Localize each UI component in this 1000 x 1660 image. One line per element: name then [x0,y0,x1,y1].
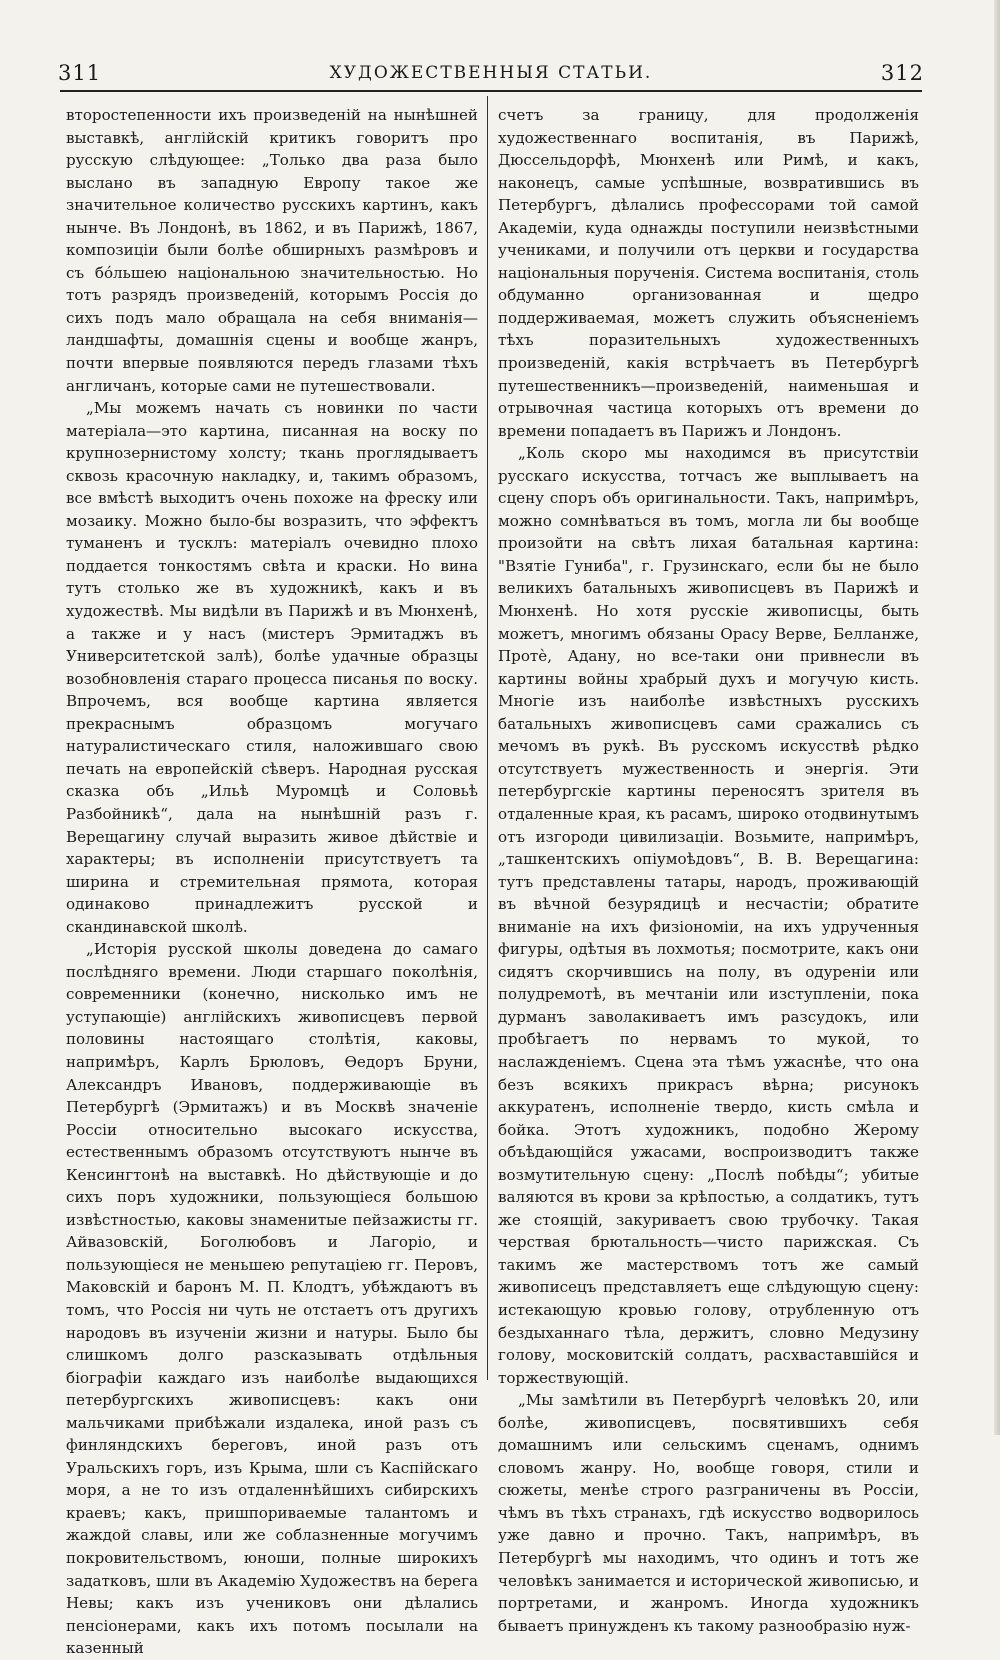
running-title: ХУДОЖЕСТВЕННЫЯ СТАТЬИ. [329,63,653,83]
paragraph: „Мы можемъ начать съ новинки по части матеріала—это картина, писанная на воску по крупнозернистому холсту; ткань проглядываетъ сквозь красочную накладку, и, такимъ образомъ, все вмѣстѣ выходитъ очень похоже на фреску или мозаику. Можно было-бы возразить, что эффектъ туманенъ и тусклъ: матеріалъ очевидно плохо поддается тонкостямъ свѣта и краски. Но вина тутъ столько же въ художникѣ, какъ и въ художествѣ. Мы видѣли въ Парижѣ и въ Мюнхенѣ, а также и у насъ (мистеръ Эрмитаджъ въ Университетской залѣ), болѣе удачные образцы возобновленія стараго процесса писанья по воску. Впрочемъ, вся вообще картина является прекраснымъ образцомъ могучаго натуралистическаго стиля, наложившаго свою печать на европейскій сѣверъ. Народная русская сказка объ „Ильѣ Муромцѣ и Соловьѣ Разбойникѣ“, дала на нынѣшній разъ г. Верещагину случай выразить живое дѣйствіе и характеры; въ исполненіи присутствуетъ та ширина и стремительная прямота, которая одинаково принадлежитъ русской и скандинавской школѣ. [66,399,478,936]
paragraph: счетъ за границу, для продолженія художественнаго воспитанія, въ Парижѣ, Дюссельдорфѣ, Мюнхенѣ или Римѣ, и какъ, наконецъ, самые успѣшные, возвратившись въ Петербургъ, дѣлались профессорами той самой Академіи, куда однажды поступили неизвѣстными учениками, и получили отъ церкви и государства національныя порученія. Система воспитанія, столь обдуманно организованная и щедро поддерживаемая, можетъ служить объясненіемъ тѣхъ поразительныхъ художественныхъ произведеній, какія встрѣчаетъ въ Петербургѣ путешественникъ—произведеній, наименьшая и отрывочная частица которыхъ отъ времени до времени попадаетъ въ Парижъ и Лондонъ. [498,106,919,440]
column-divider [487,96,488,1380]
page-header [58,58,924,88]
header-rule [60,90,922,92]
paragraph: второстепенности ихъ произведеній на нынѣшней выставкѣ, англійскій критикъ говоритъ про русскую слѣдующее: „Только два раза было выслано въ западную Европу такое же значительное количество русскихъ картинъ, какъ нынче. Въ Лондонѣ, въ 1862, и въ Парижѣ, 1867, композиціи были болѣе обширныхъ размѣровъ и съ бо́льшею національною значительностью. Но тотъ разрядъ произведеній, которымъ Россія до сихъ подъ мало обращала на себя вниманія—ландшафты, домашнія сцены и вообще жанръ, почти впервые появляются передъ глазами тѣхъ англичанъ, которые сами не путешествовали. [66,106,478,395]
paragraph: „Коль скоро мы находимся въ присутствіи русскаго искусства, тотчасъ же выплываетъ на сцену споръ объ оригинальности. Такъ, напримѣръ, можно сомнѣваться въ томъ, могла ли бы вообще произойти на свѣтъ лихая батальная картина: "Взятіе Гуниба", г. Грузинскаго, если бы не было великихъ батальныхъ живописцевъ въ Парижѣ и Мюнхенѣ. Но хотя русскіе живописцы, быть можетъ, многимъ обязаны Орасу Верве, Белланже, Протѐ, Адану, но все-таки они привнесли въ картины войны храбрый духъ и могучую кисть. Многіе изъ наиболѣе извѣстныхъ русскихъ батальныхъ живописцевъ сами сражались съ мечомъ въ рукѣ. Въ русскомъ искусствѣ рѣдко отсутствуетъ мужественность и энергія. Эти петербургскіе картины переносятъ зрителя въ отдаленные края, къ расамъ, широко отодвинутымъ отъ изгороди цивилизаціи. Возьмите, напримѣръ, „ташкентскихъ опіумоѣдовъ“, В. В. Верещагина: тутъ представлены татары, народъ, проживающій въ вѣчной безурядицѣ и несчастіи; обратите вниманіе на ихъ физіономіи, на ихъ удрученныя фигуры, одѣтыя въ лохмотья; посмотрите, какъ они сидятъ скорчившись на полу, въ одуреніи или полудремотѣ, въ мечтаніи или изступленіи, пока дурманъ заволакиваетъ имъ разсудокъ, или пробѣгаетъ по нервамъ то мукой, то наслажденіемъ. Сцена эта тѣмъ ужаснѣе, что она безъ всякихъ прикрасъ вѣрна; рисунокъ аккуратенъ, исполненіе твердо, кисть смѣла и бойка. Этотъ художникъ, подобно Жерому объѣдающійся ужасами, воспроизводитъ также возмутительную сцену: „Послѣ побѣды“; убитые валяются въ крови за крѣпостью, а солдатикъ, тутъ же стоящій, закуриваетъ свою трубочку. Такая черствая брютальность—чисто парижская. Съ такимъ же мастерствомъ тотъ же самый живописецъ представляетъ еще слѣдующую сцену: истекающую кровью голову, отрубленную отъ бездыханнаго тѣла, держитъ, словно Медузину голову, московитскій солдатъ, расхвастaвшійся и торжествующій. [498,444,919,1387]
paragraph: „Мы замѣтили въ Петербургѣ человѣкъ 20, или болѣе, живописцевъ, посвятившихъ себя домашнимъ или сельскимъ сценамъ, однимъ словомъ жанру. Но, вообще говоря, стили и сюжеты, менѣе строго разграничены въ Россіи, чѣмъ въ тѣхъ странахъ, гдѣ искусство водворилось уже давно и прочно. Такъ, напримѣръ, въ Петербургѣ мы находимъ, что одинъ и тотъ же человѣкъ занимается и исторической живописью, и портретами, и жанромъ. Иногда художникъ бываетъ принужденъ къ такому разнообразію нуж- [498,1391,919,1635]
left-page-number: 311 [58,61,102,85]
page-edge [994,0,1000,1435]
right-page-number: 312 [880,61,924,85]
paragraph: „Исторія русской школы доведена до самаго послѣдняго времени. Люди старшаго поколѣнія, современники (конечно, нисколько имъ не уступающіе) англійскихъ живописцевъ первой половины настоящаго столѣтія, каковы, напримѣръ, Карлъ Брюловъ, Ѳедоръ Бруни, Александръ Ивановъ, поддерживающіе въ Петербургѣ (Эрмитажъ) и въ Москвѣ значеніе Россіи относительно высокаго искусства, естественнымъ образомъ отсутствуютъ нынче въ Кенсингтонѣ на выставкѣ. Но дѣйствующіе и до сихъ поръ художники, пользующіеся большою извѣстностью, каковы знаменитые пейзажисты гг. Айвазовскій, Боголюбовъ и Лагоріо, и пользующіеся не меньшею репутаціею гг. Перовъ, Маковскій и баронъ М. П. Клодтъ, убѣждаютъ въ томъ, что Россія ни чуть не отстаетъ отъ другихъ народовъ въ изученіи жизни и натуры. Было бы слишкомъ долго разсказывать отдѣльныя біографіи каждаго изъ наиболѣе выдающихся петербургскихъ живописцевъ: какъ они мальчиками прибѣжали издалека, иной разъ съ финляндскихъ береговъ, иной разъ отъ Уральскихъ горъ, изъ Крыма, шли съ Каспійскаго моря, а не то изъ отдаленнѣйшихъ сибирскихъ краевъ; какъ, пришпориваемые талантомъ и жаждой славы, или же соблазненные могучимъ покровительствомъ, юноши, полные широкихъ задатковъ, шли въ Академію Художествъ на берега Невы; какъ изъ учениковъ они дѣлались пенсіонерами, какъ ихъ потомъ посылали на казенный [66,940,478,1658]
left-column [66,104,478,1658]
right-column [498,104,919,1635]
